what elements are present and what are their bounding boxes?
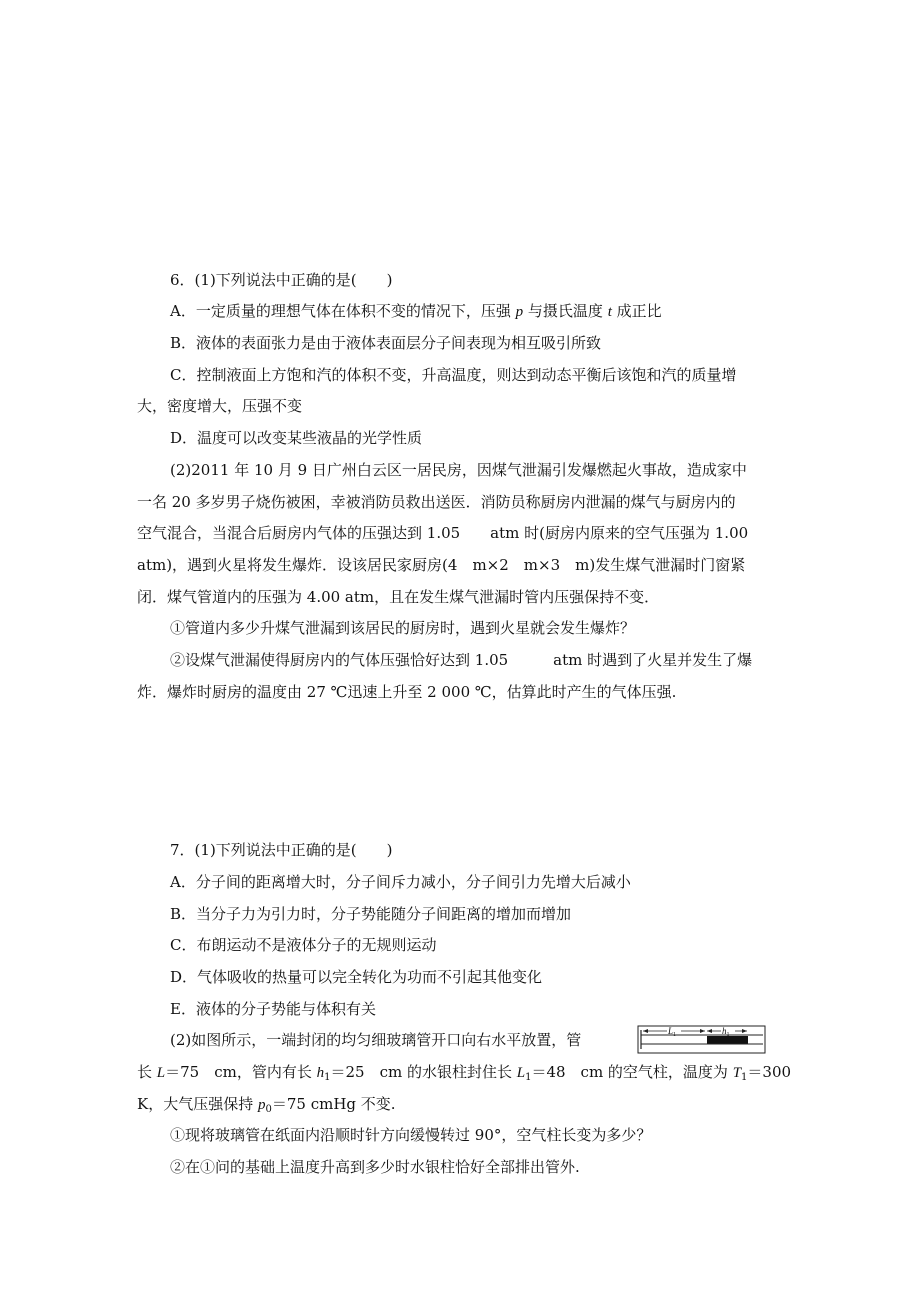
q7-option-e: E．液体的分子势能与体积有关 [170,1000,376,1018]
q7-option-b: B．当分子力为引力时，分子势能随分子间距离的增加而增加 [170,905,572,923]
q6-part2-line1: (2)2011 年 10 月 9 日广州白云区一居民房，因煤气泄漏引发爆燃起火事故，造成家中 [170,461,747,479]
q6-part2-line5: 闭．煤气管道内的压强为 4.00 atm，且在发生煤气泄漏时管内压强保持不变． [137,588,660,606]
q7-subquestion-2: ②在①问的基础上温度升高到多少时水银柱恰好全部排出管外. [170,1158,580,1176]
q7-stem: 7．(1)下列说法中正确的是( ) [170,841,393,859]
arrowhead-l1-right [700,1029,705,1033]
label-h1: $h_1$ [722,1026,730,1038]
q7-option-c: C．布朗运动不是液体分子的无规则运动 [170,936,437,954]
q7-part2-line1: (2)如图所示，一端封闭的均匀细玻璃管开口向右水平放置，管 [170,1031,582,1049]
q6-subquestion-1: ①管道内多少升煤气泄漏到该居民的厨房时，遇到火星就会发生爆炸？ [170,619,636,637]
q6-stem: 6．(1)下列说法中正确的是( ) [170,271,393,289]
q6-subquestion-2-line2: 炸．爆炸时厨房的温度由 27 ℃迅速上升至 2 000 ℃，估算此时产生的气体压强. [137,683,677,701]
q6-option-a: A．一定质量的理想气体在体积不变的情况下，压强 p 与摄氏温度 t 成正比 [170,302,662,320]
q6-option-d: D．温度可以改变某些液晶的光学性质 [170,429,423,447]
arrowhead-h1-left [707,1029,712,1033]
q7-subquestion-1: ①现将玻璃管在纸面内沿顺时针方向缓慢转过 90°，空气柱长变为多少？ [170,1126,652,1144]
q6-option-b: B．液体的表面张力是由于液体表面层分子间表现为相互吸引所致 [170,334,602,352]
glass-tube-figure [637,1025,767,1055]
q7-part2-line3: K，大气压强保持 $p_0=75$ cmHg 不变. [137,1095,396,1115]
q6-option-c-line1: C．控制液面上方饱和汽的体积不变，升高温度，则达到动态平衡后该饱和汽的质量增 [170,366,737,384]
q6-option-c-line2: 大，密度增大，压强不变 [137,397,303,415]
q6-part2-line2: 一名 20 多岁男子烧伤被困，幸被消防员救出送医．消防员称厨房内泄漏的煤气与厨房内的 [137,493,736,511]
arrowhead-l1-left [643,1029,648,1033]
q7-option-a: A．分子间的距离增大时，分子间斥力减小，分子间引力先增大后减小 [170,873,631,891]
arrowhead-h1-right [742,1029,747,1033]
q7-option-d: D．气体吸收的热量可以完全转化为功而不引起其他变化 [170,968,543,986]
q6-part2-line3: 空气混合，当混合后厨房内气体的压强达到 1.05 atm 时(厨房内原来的空气压强为 1.00 [137,524,749,542]
q7-part2-line2: 长 L＝75 cm，管内有长 $h_1=25$ cm 的水银柱封住长 $L_1=48$ cm 的空气柱，温度为 $T_1=300$ [137,1063,792,1083]
label-l1: $L_1$ [668,1026,677,1038]
q6-subquestion-2-line1: ②设煤气泄漏使得厨房内的气体压强恰好达到 1.05 atm 时遇到了火星并发生了爆 [170,651,753,669]
q6-part2-line4: atm)，遇到火星将发生爆炸．设该居民家厨房(4 m×2 m×3 m)发生煤气泄漏时门窗紧 [137,556,746,574]
